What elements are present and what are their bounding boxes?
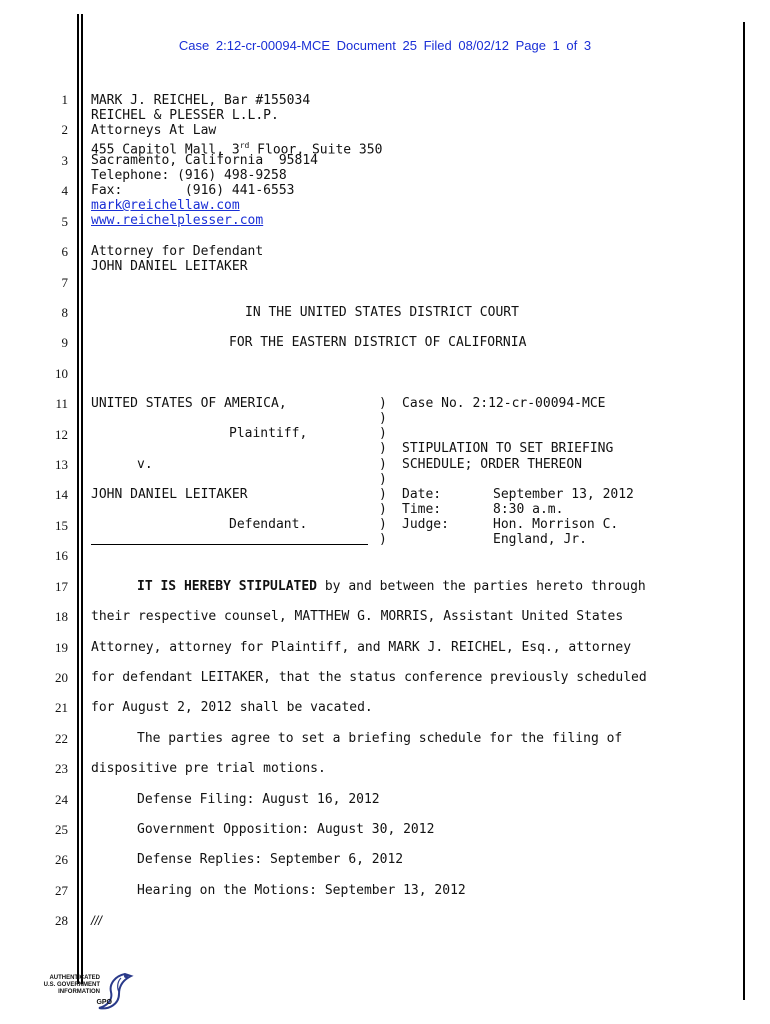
judge-value-line2: England, Jr.	[493, 532, 587, 547]
body-line-21: for August 2, 2012 shall be vacated.	[91, 700, 373, 715]
address-text-rest: Floor, Suite 350	[249, 142, 383, 158]
address-superscript: rd	[239, 141, 250, 150]
paren: )	[379, 487, 387, 502]
schedule-item: Government Opposition: August 30, 2012	[137, 822, 435, 837]
defendant-name: JOHN DANIEL LEITAKER	[91, 487, 248, 502]
hearing-date-label: Date:	[402, 487, 442, 502]
firm-fax: Fax: (916) 441-6553	[91, 183, 295, 198]
line-number: 13	[55, 457, 68, 472]
paren: )	[379, 517, 387, 532]
email-link[interactable]: mark@reichellaw.com	[91, 198, 240, 213]
paren: )	[379, 472, 387, 487]
seal-text: INFORMATION	[58, 989, 100, 995]
line-number: 28	[55, 913, 68, 928]
document-title-line1: STIPULATION TO SET BRIEFING	[402, 441, 614, 456]
website-link[interactable]: www.reichelplesser.com	[91, 213, 264, 228]
line-number: 7	[61, 275, 68, 290]
seal-text: U.S. GOVERNMENT	[43, 982, 100, 988]
line-number: 2	[61, 122, 68, 137]
defendant-role: Defendant.	[229, 517, 308, 532]
line-number: 16	[55, 548, 68, 563]
line-number: 18	[55, 609, 68, 624]
hearing-date-value: September 13, 2012	[493, 487, 634, 502]
line-number: 3	[61, 153, 68, 168]
body-line-18: their respective counsel, MATTHEW G. MORRIS, Assistant United States	[91, 609, 624, 624]
line-number: 10	[55, 366, 68, 381]
line-number: 4	[61, 183, 68, 198]
body-line-22: The parties agree to set a briefing schedule for the filing of	[137, 731, 623, 746]
case-header: Case 2:12-cr-00094-MCE Document 25 Filed 08/02/12 Page 1 of 3	[178, 38, 592, 53]
judge-value-line1: Hon. Morrison C.	[493, 517, 619, 532]
plaintiff-name: UNITED STATES OF AMERICA,	[91, 396, 287, 411]
line-number: 25	[55, 822, 68, 837]
line-number: 1	[61, 92, 68, 107]
gpo-authentication-seal	[40, 970, 140, 1015]
schedule-item: Defense Replies: September 6, 2012	[137, 852, 404, 867]
document-title-line2: SCHEDULE; ORDER THEREON	[402, 457, 583, 472]
judge-label: Judge:	[402, 517, 449, 532]
right-margin-rule	[743, 22, 745, 1000]
line-number: 22	[55, 731, 68, 746]
paren: )	[379, 502, 387, 517]
line-number: 12	[55, 427, 68, 442]
line-number: 9	[61, 335, 68, 350]
paren: )	[379, 457, 387, 472]
line-number: 27	[55, 883, 68, 898]
schedule-item: Hearing on the Motions: September 13, 2012	[137, 883, 466, 898]
line-number: 8	[61, 305, 68, 320]
firm-name: REICHEL & PLESSER L.L.P.	[91, 108, 279, 123]
left-margin-rule-outer	[77, 14, 79, 984]
line-number: 19	[55, 640, 68, 655]
line-number: 21	[55, 700, 68, 715]
paren: )	[379, 411, 387, 426]
caption-underline	[91, 544, 368, 545]
stipulated-heading: IT IS HEREBY STIPULATED	[137, 579, 318, 594]
court-title-line2: FOR THE EASTERN DISTRICT OF CALIFORNIA	[229, 335, 527, 350]
left-margin-rule-inner	[81, 14, 83, 984]
paren: )	[379, 426, 387, 441]
firm-telephone: Telephone: (916) 498-9258	[91, 168, 287, 183]
body-line-17	[137, 579, 646, 594]
paren: )	[379, 396, 387, 411]
line-number: 26	[55, 852, 68, 867]
plaintiff-role: Plaintiff,	[229, 426, 308, 441]
address-text: 455 Capitol Mall, 3	[91, 142, 240, 158]
line-number: 15	[55, 518, 68, 533]
line-number: 14	[55, 487, 68, 502]
firm-title: Attorneys At Law	[91, 123, 217, 138]
client-name: JOHN DANIEL LEITAKER	[91, 259, 248, 274]
case-number: Case No. 2:12-cr-00094-MCE	[402, 396, 606, 411]
paren: )	[379, 532, 387, 547]
line-number: 20	[55, 670, 68, 685]
firm-city: Sacramento, California 95814	[91, 153, 318, 168]
seal-text: AUTHENTICATED	[49, 975, 100, 981]
line-number: 5	[61, 214, 68, 229]
attorney-for: Attorney for Defendant	[91, 244, 264, 259]
court-title-line1: IN THE UNITED STATES DISTRICT COURT	[245, 305, 519, 320]
body-text: by and between the parties hereto through	[317, 579, 646, 594]
continuation-marker: ///	[91, 913, 102, 928]
body-line-23: dispositive pre trial motions.	[91, 761, 326, 776]
hearing-time-label: Time:	[402, 502, 442, 517]
body-line-20: for defendant LEITAKER, that the status conference previously scheduled	[91, 670, 647, 685]
paren: )	[379, 441, 387, 456]
attorney-name: MARK J. REICHEL, Bar #155034	[91, 93, 311, 108]
line-number: 6	[61, 244, 68, 259]
line-number: 23	[55, 761, 68, 776]
line-number: 11	[55, 396, 68, 411]
seal-gpo-label: GPO	[96, 999, 112, 1006]
body-line-19: Attorney, attorney for Plaintiff, and MARK J. REICHEL, Esq., attorney	[91, 640, 632, 655]
schedule-item: Defense Filing: August 16, 2012	[137, 792, 380, 807]
hearing-time-value: 8:30 a.m.	[493, 502, 564, 517]
line-number: 17	[55, 579, 68, 594]
line-number: 24	[55, 792, 68, 807]
versus: v.	[137, 457, 153, 472]
